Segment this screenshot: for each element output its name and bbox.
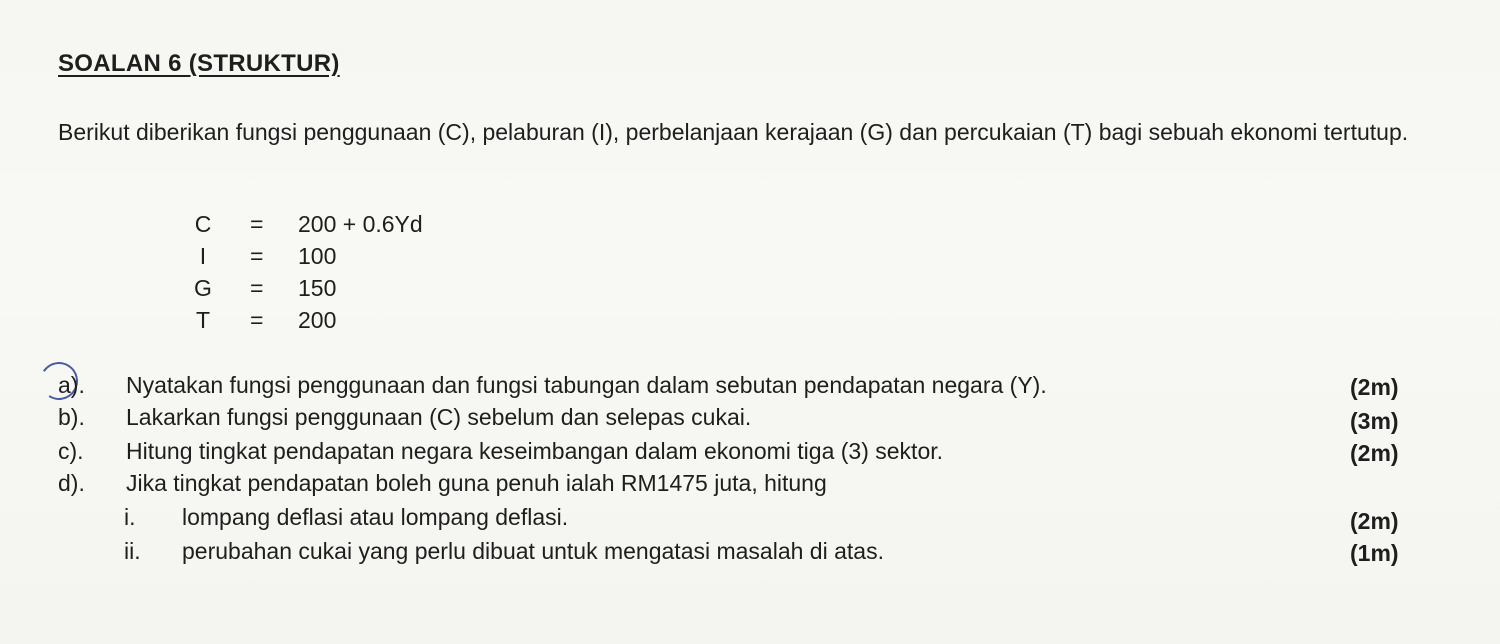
question-marks: (2m): [1350, 374, 1399, 400]
question-text: Lakarkan fungsi penggunaan (C) sebelum dan selepas cukai.: [126, 404, 752, 430]
question-text: Jika tingkat pendapatan boleh guna penuh ialah RM1475 juta, hitung: [126, 470, 827, 496]
equation-variable: T: [195, 307, 211, 333]
equation-sign: =: [250, 243, 264, 269]
subquestion-label: ii.: [124, 538, 141, 564]
question-label: a).: [58, 372, 85, 398]
subquestion-label: i.: [124, 504, 136, 530]
intro-paragraph: Berikut diberikan fungsi penggunaan (C), pelaburan (I), perbelanjaan kerajaan (G) dan percukaian (T) bagi sebuah ekonomi tertutup.: [58, 119, 1409, 145]
question-text: Hitung tingkat pendapatan negara keseimbangan dalam ekonomi tiga (3) sektor.: [126, 438, 944, 464]
subquestion-text: lompang deflasi atau lompang deflasi.: [182, 504, 569, 530]
question-label: c).: [58, 438, 84, 464]
subquestion-marks: (2m): [1350, 508, 1399, 534]
equation-sign: =: [250, 307, 264, 333]
equation-variable: I: [199, 243, 207, 269]
question-marks: (3m): [1350, 408, 1399, 434]
question-label: d).: [58, 470, 85, 496]
equation-variable: C: [194, 211, 212, 237]
equation-sign: =: [250, 211, 264, 237]
equation-value: 150: [298, 275, 337, 301]
question-text: Nyatakan fungsi penggunaan dan fungsi tabungan dalam sebutan pendapatan negara (Y).: [126, 372, 1047, 398]
subquestion-marks: (1m): [1350, 540, 1399, 566]
question-label: b).: [58, 404, 85, 430]
equation-value: 200: [298, 307, 337, 333]
question-title: SOALAN 6 (STRUKTUR): [58, 50, 340, 77]
equation-value: 100: [298, 243, 337, 269]
subquestion-text: perubahan cukai yang perlu dibuat untuk mengatasi masalah di atas.: [182, 538, 884, 564]
equation-sign: =: [250, 275, 264, 301]
equation-variable: G: [194, 275, 212, 301]
equation-value: 200 + 0.6Yd: [298, 211, 423, 237]
question-marks: (2m): [1350, 440, 1399, 466]
